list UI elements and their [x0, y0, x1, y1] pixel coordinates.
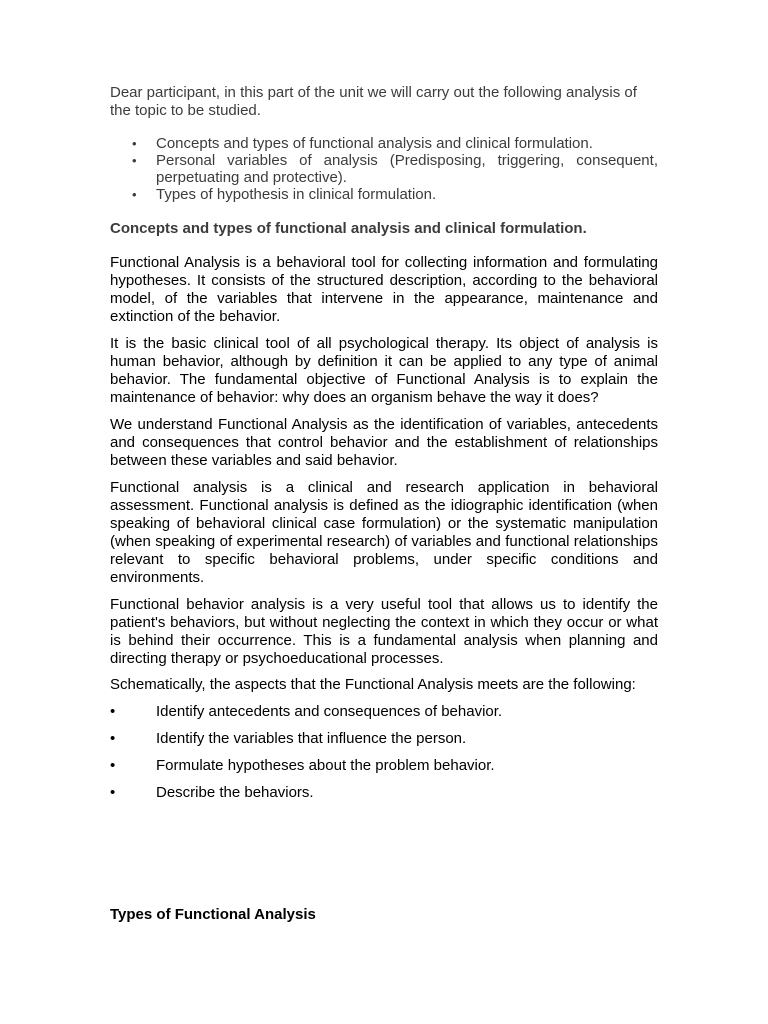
aspect-text: Identify antecedents and consequences of behavior.: [156, 703, 503, 720]
aspect-text: Formulate hypotheses about the problem behavior.: [156, 757, 495, 774]
topic-list: [110, 135, 658, 203]
paragraph: Functional behavior analysis is a very useful tool that allows us to identify the patient's behaviors, but without neglecting the context in which they occur or what is behind their occurrence. This is a fundamental analysis when planning and directing therapy or psychoeducational processes.: [110, 596, 658, 667]
bullet-icon: •: [110, 703, 116, 720]
list-item: [110, 784, 658, 802]
paragraph: It is the basic clinical tool of all psychological therapy. Its object of analysis is human behavior, although by definition it can be applied to any type of animal behavior. The fundamental objective of Functional Analysis is to explain the maintenance of behavior: why does an organism behave the way it does?: [110, 335, 658, 406]
list-item: [110, 730, 658, 748]
topic-text: Personal variables of analysis (Predisposing, triggering, consequent, perpetuating and protective).: [156, 152, 658, 186]
types-heading: Types of Functional Analysis: [110, 906, 316, 923]
bullet-icon: •: [132, 136, 137, 151]
list-item: [110, 186, 658, 203]
bullet-icon: •: [110, 757, 116, 774]
section-heading: Concepts and types of functional analysis and clinical formulation.: [110, 220, 587, 237]
bullet-icon: •: [132, 187, 137, 202]
paragraph: Functional Analysis is a behavioral tool for collecting information and formulating hypotheses. It consists of the structured description, according to the behavioral model, of the variables that intervene in the appearance, maintenance and extinction of the behavior.: [110, 254, 658, 325]
topic-text: Types of hypothesis in clinical formulation.: [156, 186, 437, 203]
list-item: [110, 703, 658, 721]
paragraph: Functional analysis is a clinical and research application in behavioral assessment. Functional analysis is defined as the idiographic identification (when speaking of behavioral clinical case formulation) or the systematic manipulation (when speaking of experimental research) of variables and functional relationships relevant to specific behavioral problems, under specific conditions and environments.: [110, 479, 658, 586]
bullet-icon: •: [110, 730, 116, 747]
list-item: [110, 757, 658, 775]
paragraph: We understand Functional Analysis as the identification of variables, antecedents and consequences that control behavior and the establishment of relationships between these variables and said behavior.: [110, 416, 658, 469]
document-page: [110, 84, 658, 811]
aspect-text: Describe the behaviors.: [156, 784, 314, 801]
intro-text: Dear participant, in this part of the unit we will carry out the following analysis of the topic to be studied.: [110, 84, 637, 119]
schematic-intro: Schematically, the aspects that the Functional Analysis meets are the following:: [110, 676, 636, 693]
bullet-icon: •: [110, 784, 116, 801]
aspect-list: [110, 703, 658, 802]
list-item: [110, 152, 658, 186]
bullet-icon: •: [132, 153, 137, 168]
aspect-text: Identify the variables that influence the person.: [156, 730, 467, 747]
list-item: [110, 135, 658, 152]
topic-text: Concepts and types of functional analysis and clinical formulation.: [156, 135, 593, 152]
